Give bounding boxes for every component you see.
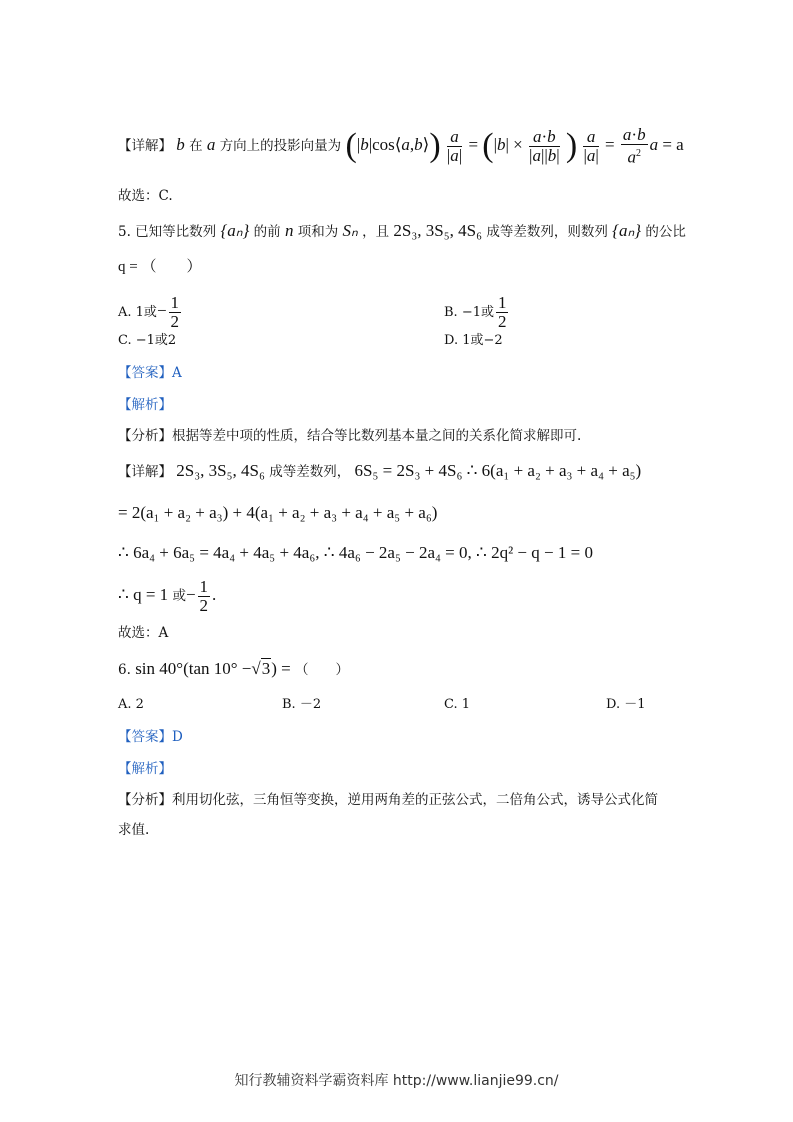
q6-option-a: A. 2: [118, 697, 144, 712]
q5-stem: [118, 221, 686, 242]
q6-fenxi-2: 求值.: [118, 822, 150, 838]
q5-stem-j: {aₙ}: [612, 221, 642, 240]
text-zai: 在: [189, 138, 203, 155]
q6-stem-c: 3: [261, 659, 271, 678]
q4-detail-line: [118, 126, 684, 167]
q5-fenxi: 【分析】根据等差中项的性质，结合等比数列基本量之间的关系化简求解即可.: [118, 428, 582, 444]
q6-stem-b: sin 40°(tan 10° −: [135, 659, 252, 678]
q4-choice: 故选：C.: [118, 188, 173, 204]
text-projection: 方向上的投影向量为: [219, 138, 342, 155]
q5-detail-line4: ∴ q = 1 或− $\frac{1}{2}$ .: [118, 577, 217, 615]
vector-b: b: [176, 135, 185, 155]
q5-detail-l4b: 或: [172, 588, 186, 604]
detail-tag: 【详解】: [118, 138, 172, 155]
q5-option-b-num: 1: [497, 293, 507, 312]
q5-option-a-num: 1: [170, 293, 180, 312]
q5-detail-l4-num: 1: [199, 577, 209, 596]
q6-stem-a: 6.: [118, 662, 131, 678]
q6-option-b: B. －2: [282, 697, 322, 712]
q6-option-c: C. 1: [444, 697, 471, 712]
q5-detail-l4-den: 2: [199, 596, 209, 615]
q5-detail-line1: [118, 461, 641, 482]
q5-detail-tag: 【详解】: [118, 464, 172, 480]
vector-a: a: [206, 135, 216, 155]
q6-option-d: D. －1: [606, 697, 646, 712]
q5-stem-b: {aₙ}: [220, 221, 250, 240]
q5-detail-l1c: 6S₅ = 2S₃ + 4S₆ ∴ 6(a₁ + a₂ + a₃ + a₄ + a₅): [354, 461, 642, 480]
q5-detail-line3: ∴ 6a₄ + 6a₅ = 4a₄ + 4a₅ + 4a₆, ∴ 4a₆ − 2a₅ − 2a₄ = 0, ∴ 2q² − q − 1 = 0: [118, 543, 593, 562]
q5-stem-e: 项和为: [297, 224, 339, 240]
projection-formula: (|b|cos⟨a,b⟩) $\frac{a}{|a|}$ = (|b| × $\frac{a\cdot b}{|a||b|}$ ) $\frac{a}{|a|}$ = $\frac{a\cdot b}{a^2}$ a = a: [345, 125, 684, 167]
formula-tail: = a: [662, 135, 684, 155]
q5-stem-line2: q = （ ）: [118, 259, 202, 275]
q5-stem-f: Sₙ: [342, 221, 358, 240]
q5-analysis: 【解析】: [118, 397, 172, 413]
q5-option-a-den: 2: [170, 312, 180, 331]
footer-watermark: 知行教辅资料学霸资料库 http://www.lianjie99.cn/: [234, 1073, 559, 1089]
q5-option-b-den: 2: [497, 312, 507, 331]
q5-stem-k: 的公比: [645, 224, 686, 240]
q5-option-b: [444, 294, 510, 331]
q5-option-a-label: A. 1或: [118, 305, 157, 320]
q5-option-d: D. 1或−2: [444, 333, 503, 348]
q5-detail-l4a: ∴ q = 1: [118, 585, 169, 604]
q5-answer: 【答案】A: [118, 365, 182, 381]
q5-detail-line2: = 2(a₁ + a₂ + a₃) + 4(a₁ + a₂ + a₃ + a₄ + a₅ + a₆): [118, 503, 438, 522]
q5-choice: 故选：A: [118, 625, 169, 641]
q6-stem-d: ) =: [271, 659, 291, 678]
q6-answer: 【答案】D: [118, 729, 183, 745]
q5-detail-l1a: 2S₃, 3S₅, 4S₆: [176, 461, 265, 480]
q5-stem-g: ，且: [362, 224, 390, 240]
q5-stem-c: 的前: [253, 224, 281, 240]
q6-stem: 6. sin 40°(tan 10° −√3) = （ ）: [118, 659, 350, 678]
q5-option-b-label: B. −1或: [444, 305, 494, 320]
q5-stem-i: 成等差数列，则数列: [486, 224, 608, 240]
q5-stem-a: 5. 已知等比数列: [118, 224, 217, 240]
q5-option-a: A. 1或− $\frac{1}{2}$: [118, 293, 180, 331]
q5-option-c: C. −1或2: [118, 333, 177, 348]
q6-fenxi-1: 【分析】利用切化弦，三角恒等变换，逆用两角差的正弦公式，二倍角公式，诱导公式化简: [118, 792, 658, 808]
q5-stem-d: n: [284, 221, 294, 240]
q6-stem-e: （ ）: [295, 662, 350, 678]
q5-detail-l1b: 成等差数列，: [269, 464, 351, 480]
q5-stem-h: 2S₃, 3S₅, 4S₆: [393, 221, 483, 240]
q6-analysis: 【解析】: [118, 761, 172, 777]
